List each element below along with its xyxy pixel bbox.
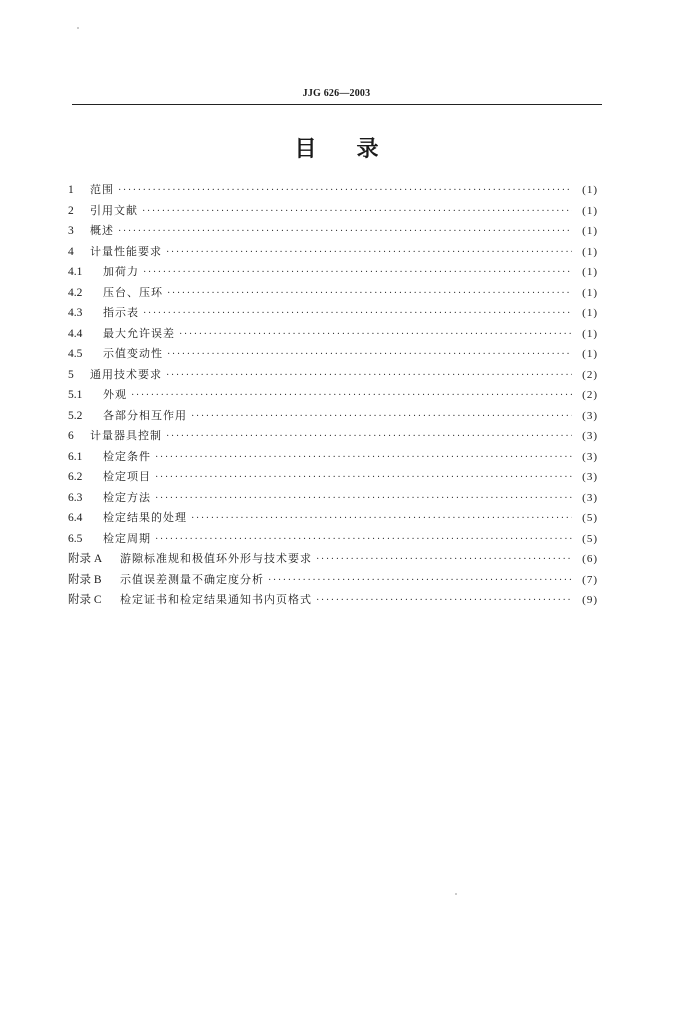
toc-entry-number: 6.1 — [68, 450, 83, 463]
toc-entry-number: 附录 A — [68, 553, 103, 565]
table-of-contents — [68, 180, 598, 611]
toc-leader-dots — [166, 427, 572, 448]
toc-leader-dots — [191, 509, 572, 530]
toc-entry-title: 检定证书和检定结果通知书内页格式 — [120, 593, 312, 606]
toc-entry-page: (1) — [582, 184, 598, 196]
toc-leader-dots — [316, 550, 572, 571]
toc-leader-dots — [155, 489, 572, 510]
toc-entry-title: 检定条件 — [103, 449, 151, 463]
toc-entry[interactable] — [68, 570, 598, 591]
toc-entry-page: (2) — [582, 389, 598, 401]
toc-entry[interactable] — [68, 590, 598, 611]
toc-entry-page: (1) — [582, 225, 598, 237]
toc-entry[interactable] — [68, 406, 598, 427]
toc-entry-title: 加荷力 — [103, 265, 139, 278]
toc-entry-title: 游隙标准规和极值环外形与技术要求 — [120, 552, 312, 565]
toc-entry[interactable] — [68, 365, 598, 386]
toc-entry-number: 6.3 — [68, 491, 83, 504]
toc-entry-number: 5.1 — [68, 389, 83, 401]
toc-entry-page: (3) — [582, 450, 598, 463]
toc-entry-number: 5 — [68, 368, 74, 381]
toc-entry-number: 附录 B — [68, 573, 102, 586]
toc-entry[interactable] — [68, 488, 598, 509]
toc-entry-page: (1) — [582, 266, 598, 278]
toc-entry-page: (5) — [582, 512, 598, 524]
toc-leader-dots — [316, 591, 572, 612]
toc-entry-number: 4 — [68, 245, 74, 258]
toc-leader-dots — [155, 468, 572, 489]
toc-leader-dots — [143, 263, 572, 284]
toc-entry-page: (9) — [582, 594, 598, 606]
toc-entry-page: (2) — [582, 368, 598, 381]
scan-speck — [455, 893, 457, 895]
standard-code-header: JJG 626—2003 — [302, 88, 371, 99]
toc-entry-page: (1) — [582, 307, 598, 319]
toc-entry[interactable] — [68, 508, 598, 529]
toc-leader-dots — [143, 304, 572, 325]
toc-entry-page: (1) — [582, 286, 598, 299]
toc-entry-number: 4.5 — [68, 348, 83, 360]
toc-entry-number: 1 — [68, 184, 74, 196]
toc-entry-title: 示值变动性 — [103, 347, 163, 360]
toc-entry-title: 压台、压环 — [103, 285, 163, 299]
toc-entry[interactable] — [68, 262, 598, 283]
toc-entry-page: (6) — [582, 553, 598, 565]
toc-entry-page: (3) — [582, 409, 598, 422]
toc-entry-title: 检定项目 — [103, 470, 151, 483]
toc-entry[interactable] — [68, 385, 598, 406]
toc-entry-title: 计量器具控制 — [90, 429, 162, 442]
toc-entry-page: (3) — [582, 430, 598, 442]
toc-leader-dots — [167, 345, 572, 366]
toc-leader-dots — [167, 284, 572, 305]
toc-entry[interactable] — [68, 447, 598, 468]
toc-entry-number: 4.3 — [68, 307, 83, 319]
toc-entry[interactable] — [68, 426, 598, 447]
toc-entry-title: 引用文献 — [90, 203, 138, 217]
toc-entry[interactable] — [68, 549, 598, 570]
toc-leader-dots — [179, 325, 572, 346]
toc-entry-page: (1) — [582, 204, 598, 217]
toc-entry[interactable] — [68, 303, 598, 324]
toc-entry-title: 指示表 — [103, 306, 139, 319]
toc-entry-title: 范围 — [90, 183, 114, 196]
toc-entry-title: 各部分相互作用 — [103, 408, 187, 422]
toc-entry-page: (7) — [582, 573, 598, 586]
toc-entry-page: (1) — [582, 348, 598, 360]
toc-entry-number: 4.4 — [68, 327, 83, 340]
toc-leader-dots — [131, 386, 572, 407]
toc-entry-title: 检定方法 — [103, 490, 151, 504]
toc-entry-number: 2 — [68, 204, 74, 217]
toc-entry[interactable] — [68, 283, 598, 304]
page-title: 目录 — [294, 137, 419, 162]
toc-entry-number: 4.2 — [68, 286, 83, 299]
scan-speck — [77, 27, 79, 29]
toc-entry-page: (1) — [582, 327, 598, 340]
toc-entry[interactable] — [68, 201, 598, 222]
toc-entry-title: 检定结果的处理 — [103, 511, 187, 524]
toc-entry-number: 3 — [68, 225, 74, 237]
toc-leader-dots — [118, 181, 572, 202]
toc-entry-title: 示值误差测量不确定度分析 — [120, 572, 264, 586]
toc-entry-number: 6.4 — [68, 512, 83, 524]
toc-entry-number: 6.5 — [68, 532, 83, 545]
toc-entry-title: 通用技术要求 — [90, 367, 162, 381]
toc-entry-number: 附录 C — [68, 594, 102, 606]
toc-entry-number: 5.2 — [68, 409, 83, 422]
toc-entry-title: 计量性能要求 — [90, 244, 162, 258]
toc-entry[interactable] — [68, 529, 598, 550]
toc-entry-page: (3) — [582, 491, 598, 504]
toc-entry-title: 检定周期 — [103, 531, 151, 545]
toc-entry-page: (5) — [582, 532, 598, 545]
toc-leader-dots — [166, 366, 572, 387]
toc-leader-dots — [155, 530, 572, 551]
toc-leader-dots — [191, 407, 572, 428]
toc-entry-page: (1) — [582, 245, 598, 258]
toc-leader-dots — [268, 571, 572, 592]
toc-entry-title: 最大允许误差 — [103, 326, 175, 340]
header-rule — [72, 104, 602, 105]
toc-entry[interactable] — [68, 242, 598, 263]
toc-leader-dots — [142, 202, 572, 223]
toc-entry-title: 外观 — [103, 388, 127, 401]
toc-entry[interactable] — [68, 221, 598, 242]
toc-entry-page: (3) — [582, 471, 598, 483]
toc-entry[interactable] — [68, 467, 598, 488]
toc-leader-dots — [166, 243, 572, 264]
toc-entry[interactable] — [68, 324, 598, 345]
toc-entry[interactable] — [68, 180, 598, 201]
toc-leader-dots — [155, 448, 572, 469]
toc-entry-number: 4.1 — [68, 266, 83, 278]
toc-entry-title: 概述 — [90, 224, 114, 237]
toc-entry[interactable] — [68, 344, 598, 365]
toc-entry-number: 6 — [68, 430, 74, 442]
toc-leader-dots — [118, 222, 572, 243]
toc-entry-number: 6.2 — [68, 471, 83, 483]
